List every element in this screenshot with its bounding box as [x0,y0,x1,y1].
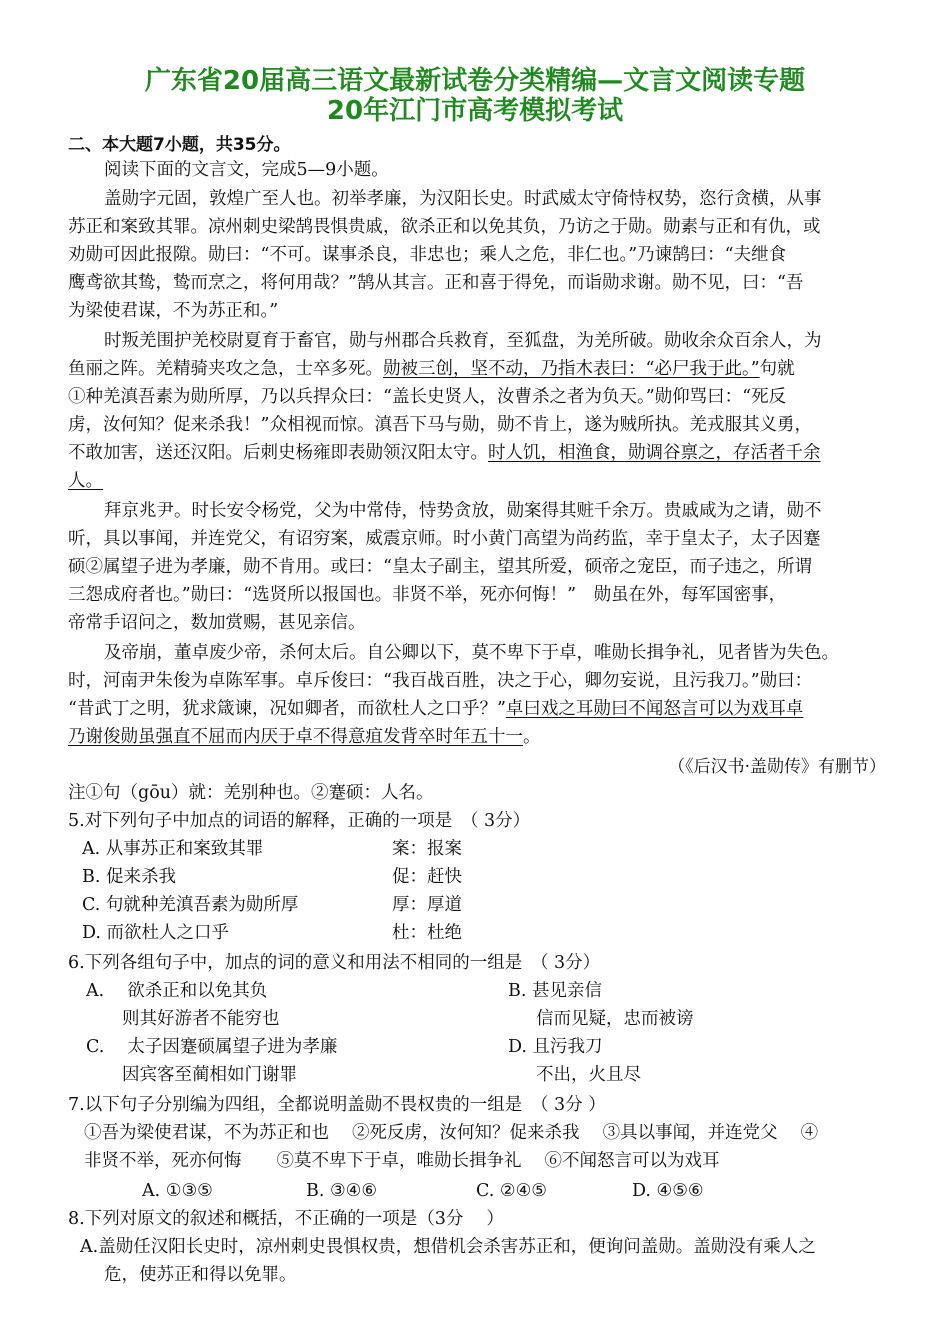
passage-line: 鹰鸢欲其鸷，鸷而烹之，将何用哉？”鹄从其言。正和喜于得免，而诣勋求谢。勋不见，曰：“吾 [68,273,804,293]
document-subtitle: 20年江门市高考模拟考试 [326,96,624,126]
q6-option-d-1: D. 且污我刀 [508,1037,603,1057]
passage-line [68,725,541,749]
q7-items-line: 非贤不举，死亦何悔 ⑤莫不卑下于卓，唯勋长揖争礼 ⑥不闻怒言可以为戏耳 [84,1151,720,1171]
question-7-stem: 7.以下句子分别编为四组，全都说明盖勋不畏权贵的一组是 （ 3分 ） [68,1095,606,1115]
passage-text: 不敢加害，送还汉阳。后刺史杨雍即表勋领汉阳太守。 [68,443,488,463]
source-citation: （《后汉书·盖勋传》有删节） [668,757,886,777]
underlined-sentence: 勋被三创，坚不动，乃指木表曰：“必尸我于此。” [383,359,760,379]
q7-option-d: D. ④⑤⑥ [632,1181,704,1201]
q6-option-a-1: A. 欲杀正和以免其负 [86,981,268,1001]
passage-line: 硕②属望子进为孝廉，勋不肯用。或曰：“皇太子副主，望其所爱，硕帝之宠臣，而子违之，所谓 [68,557,812,577]
q7-option-b: B. ③④⑥ [306,1181,378,1201]
passage-line: 苏正和案致其罪。凉州刺史梁鹄畏惧贵戚，欲杀正和以免其负，乃访之于勋。勋素与正和有仇，或 [68,217,821,237]
underlined-sentence: 人。 [68,471,103,491]
passage-line [68,441,821,465]
underlined-sentence: 卓曰戏之耳勋曰不闻怒言可以为戏耳卓 [505,699,804,719]
document-title: 广东省20届高三语文最新试卷分类精编—文言文阅读专题 [144,66,806,96]
passage-text: “昔武丁之明，犹求箴谏，况如卿者，而欲杜人之口乎？” [68,699,506,719]
q6-option-c-1: C. 太子因蹇硕属望子进为孝廉 [86,1037,338,1057]
q5-option-a-answer: 案：报案 [392,839,462,859]
passage-line: 为梁使君谋，不为苏正和。” [68,301,279,321]
passage-line: 时，河南尹朱俊为卓陈军事。卓斥俊曰：“我百战百胜，决之于心，卿勿妄说，且污我刀。”勋曰： [68,671,813,691]
q6-option-c-2: 因宾客至蔺相如门谢罪 [122,1065,297,1085]
passage-text: 鱼丽之阵。羌精骑夹攻之急，士卒多死。 [68,359,383,379]
q6-option-b-2: 信而见疑，忠而被谤 [536,1009,694,1029]
q7-items-line: ①吾为梁使君谋，不为苏正和也 ②死反虏，汝何知？促来杀我 ③具以事闻，并连党父 ④ [84,1123,819,1143]
q5-option-d-answer: 杜：杜绝 [392,923,462,943]
passage-line: 听，具以事闻，并连党父，有诏穷案，威震京师。时小黄门高望为尚药监，幸于皇太子，太子因蹇 [68,529,821,549]
section-heading: 二、本大题7小题，共35分。 [68,135,291,155]
q6-option-b-1: B. 甚见亲信 [508,981,602,1001]
passage-text: 句就 [759,359,795,379]
passage-line: ①种羌滇吾素为勋所厚，乃以兵捍众曰：“盖长史贤人，汝曹杀之者为负天。”勋仰骂曰：“死反 [68,387,787,407]
q7-option-a: A. ①③⑤ [142,1181,213,1201]
passage-line: 劝勋可因此报隙。勋曰：“不可。谋事杀良，非忠也；乘人之危，非仁也。”乃谏鹄曰：“夫绁食 [68,245,787,265]
passage-line: 三怨成府者也。”勋曰：“选贤所以报国也。非贤不举，死亦何悔！” 勋虽在外，每军国密事， [68,585,787,605]
passage-line: 虏，汝何知？促来杀我！”众相视而惊。滇吾下马与勋，勋不肯上，遂为贼所执。羌戎服其义勇， [68,415,812,435]
q7-option-c: C. ②④⑤ [476,1181,547,1201]
passage-line: 及帝崩，董卓废少帝，杀何太后。自公卿以下，莫不卑下于卓，唯勋长揖争礼，见者皆为失色。 [104,643,839,663]
passage-line [68,357,795,381]
passage-line: 拜京兆尹。时长安令杨党，父为中常侍，恃势贪放，勋案得其赃千余万。贵戚咸为之请，勋不 [104,501,822,521]
question-5-stem: 5.对下列句子中加点的词语的解释，正确的一项是 （ 3分） [68,811,531,831]
question-6-stem: 6.下列各组句子中，加点的词的意义和用法不相同的一组是 （ 3分） [68,953,601,973]
passage-line: 盖勋字元固，敦煌广至人也。初举孝廉，为汉阳长史。时武威太守倚恃权势，恣行贪横，从事 [104,189,822,209]
q5-option-c-answer: 厚：厚道 [392,895,462,915]
q8-option-a-cont: 危，使苏正和得以免罪。 [104,1265,297,1285]
q5-option-c: C. 句就种羌滇吾素为勋所厚 [82,895,299,915]
passage-line: 时叛羌围护羌校尉夏育于畜官，勋与州郡合兵救育，至狐盘，为羌所破。勋收余众百余人，为 [104,331,822,351]
footnotes: 注①句（gōu）就：羌别种也。②蹇硕：人名。 [68,783,434,803]
underlined-sentence: 乃谢俊勋虽强直不屈而内厌于卓不得意疽发背卒时年五十一 [68,727,523,747]
intro-text: 阅读下面的文言文，完成5—9小题。 [104,160,389,180]
q8-option-a: A.盖勋任汉阳长史时，凉州刺史畏惧权贵，想借机会杀害苏正和，便询问盖勋。盖勋没有乘人之 [80,1237,816,1257]
q5-option-a: A. 从事苏正和案致其罪 [82,839,264,859]
q6-option-d-2: 不出，火且尽 [536,1065,641,1085]
q5-option-d: D. 而欲杜人之口乎 [82,923,230,943]
q6-option-a-2: 则其好游者不能穷也 [122,1009,280,1029]
passage-line: 帝常手诏问之，数加赏赐，甚见亲信。 [68,613,366,633]
passage-line [68,697,803,721]
q5-option-b-answer: 促：赶快 [392,867,462,887]
question-8-stem: 8.下列对原文的叙述和概括，不正确的一项是（3分 ） [68,1209,504,1229]
q5-option-b: B. 促来杀我 [82,867,176,887]
passage-text: 。 [523,727,541,747]
underlined-sentence: 时人饥，相渔食，勋调谷禀之，存活者千余 [488,443,821,463]
